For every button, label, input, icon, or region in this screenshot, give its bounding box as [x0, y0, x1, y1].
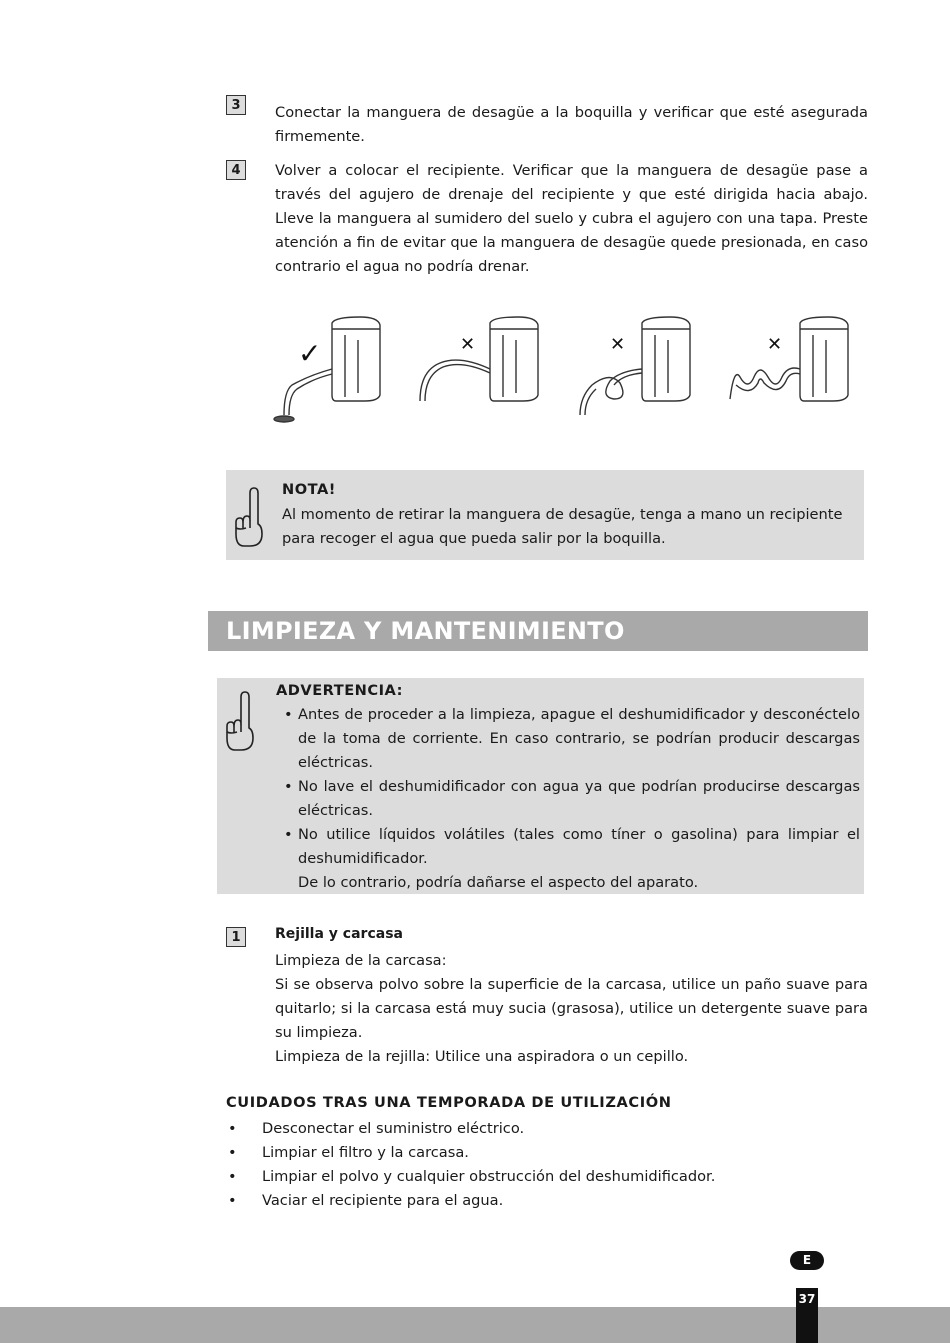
- dehumidifier-unit-4: [730, 317, 848, 401]
- casing-cleaning-label: Limpieza de la carcasa:: [275, 952, 447, 969]
- dehumidifier-unit-3: [580, 317, 690, 415]
- warning-item: • Antes de proceder a la limpieza, apague el deshumidificador y desconéctelo de la toma de corriente. En caso contrario, se podrían producir descargas eléctricas.: [284, 703, 860, 775]
- language-badge: E: [790, 1251, 824, 1270]
- cross-icon: ✕: [460, 334, 476, 355]
- pointing-hand-icon: [232, 484, 266, 550]
- warning-tail: De lo contrario, podría dañarse el aspecto del aparato.: [298, 874, 699, 891]
- step-4-text: [275, 159, 868, 279]
- note-title: NOTA!: [282, 481, 336, 498]
- warning-item: • No utilice líquidos volátiles (tales como tíner o gasolina) para limpiar el deshumidificador.: [284, 823, 860, 871]
- warning-list: [284, 703, 860, 871]
- warning-item: • No lave el deshumidificador con agua ya que podrían producirse descargas eléctricas.: [284, 775, 860, 823]
- step-number-1: 1: [226, 927, 246, 947]
- care-item: • Limpiar el filtro y la carcasa.: [226, 1141, 715, 1165]
- page-number: 37: [796, 1288, 818, 1343]
- dehumidifier-unit-2: [420, 317, 538, 401]
- grille-casing-title: Rejilla y carcasa: [275, 926, 403, 942]
- care-title: CUIDADOS TRAS UNA TEMPORADA DE UTILIZACIÓN: [226, 1094, 672, 1111]
- check-icon: ✓: [298, 337, 322, 370]
- warning-box: [217, 678, 864, 894]
- step-number-3: 3: [226, 95, 246, 115]
- note-text: Al momento de retirar la manguera de desagüe, tenga a mano un recipiente para recoger el agua que pueda salir por la boquilla.: [282, 506, 843, 547]
- step-number-4: 4: [226, 160, 246, 180]
- casing-cleaning-text: Si se observa polvo sobre la superficie de la carcasa, utilice un paño suave para quitarlo; si la carcasa está muy sucia (grasosa), utilice un detergente suave para su limpieza.: [275, 976, 868, 1041]
- step-3-line: Conectar la manguera de desagüe a la boquilla y verificar que esté asegurada firmemente.: [275, 104, 868, 145]
- cross-icon: ✕: [610, 334, 626, 355]
- care-item: • Limpiar el polvo y cualquier obstrucción del deshumidificador.: [226, 1165, 715, 1189]
- pointing-hand-icon: [223, 688, 257, 754]
- grille-cleaning-text: Limpieza de la rejilla: Utilice una aspiradora o un cepillo.: [275, 1048, 689, 1065]
- step-4-line: Volver a colocar el recipiente. Verificar que la manguera de desagüe pase a través del agujero de drenaje del recipiente y que esté dirigida hacia abajo. Lleve la manguera al sumidero del suelo y cubra el agujero con una tapa. Preste atención a fin de evitar que la manguera de desagüe quede presionada, en caso contrario el agua no podría drenar.: [275, 162, 868, 275]
- care-item: • Vaciar el recipiente para el agua.: [226, 1189, 715, 1213]
- note-box: [226, 470, 864, 560]
- grille-casing-text: [275, 949, 868, 1069]
- section-title-bar: LIMPIEZA Y MANTENIMIENTO: [208, 611, 868, 651]
- care-list: [226, 1117, 715, 1213]
- care-item: • Desconectar el suministro eléctrico.: [226, 1117, 715, 1141]
- cross-icon: ✕: [767, 334, 783, 355]
- warning-title: ADVERTENCIA:: [276, 682, 403, 699]
- step-3-text: [275, 101, 868, 149]
- dehumidifier-unit-1: [274, 317, 380, 422]
- hose-placement-illustration: [270, 305, 870, 435]
